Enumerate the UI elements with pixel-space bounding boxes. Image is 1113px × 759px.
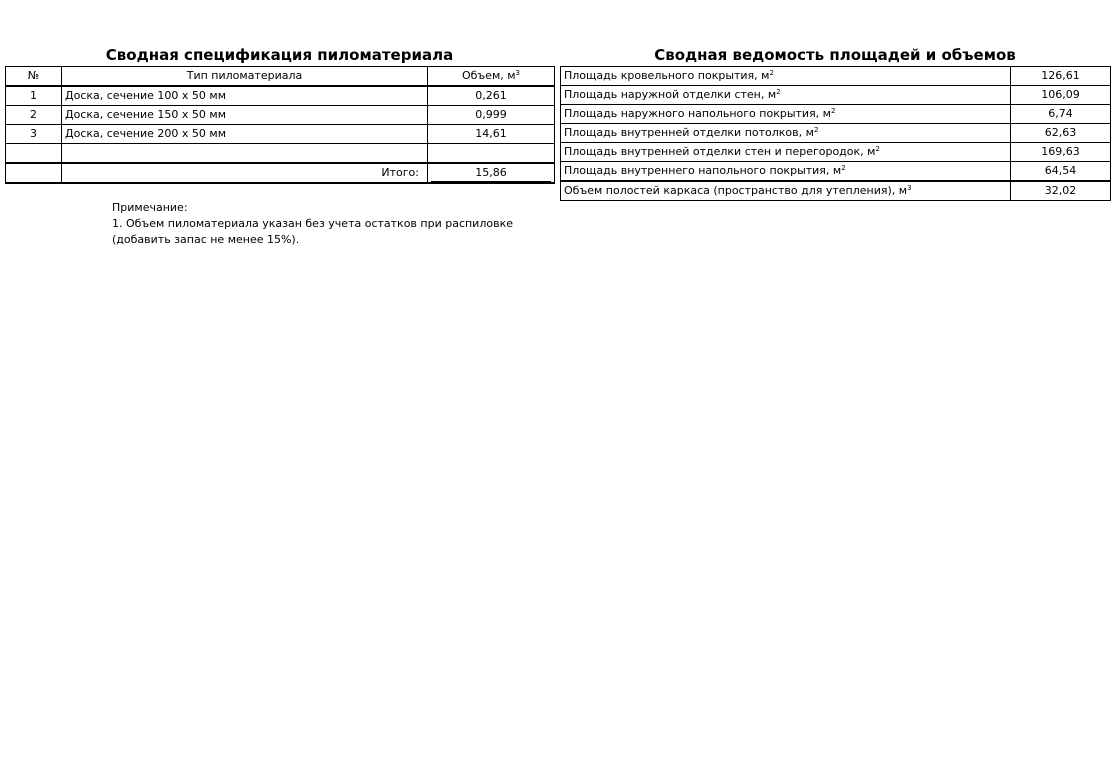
area-value: 106,09 [1011,86,1111,105]
total-label: Итого: [62,163,428,183]
area-value: 126,61 [1011,67,1111,86]
area-value: 6,74 [1011,105,1111,124]
row-num: 3 [6,125,62,144]
area-label: Площадь кровельного покрытия, $м^2$ [561,67,1011,86]
row-type: Доска, сечение 100 х 50 мм [62,86,428,106]
area-label: Площадь наружного напольного покрытия, $м^2$ [561,105,1011,124]
empty-cell [6,163,62,183]
row-volume: 0,261 [428,86,555,106]
header-num: № [6,67,62,87]
table-row [561,86,1111,105]
table-row [6,106,555,125]
area-label: Площадь внутренней отделки потолков, $м^2$ [561,124,1011,143]
empty-cell [62,144,428,164]
area-value: 64,54 [1011,162,1111,182]
lumber-spec-title: Сводная спецификация пиломатериала [105,46,454,64]
notes-heading: Примечание: [112,201,188,214]
row-volume: 14,61 [428,125,555,144]
table-header-row [6,67,555,87]
row-volume: 0,999 [428,106,555,125]
table-row [6,125,555,144]
area-label: Объем полостей каркаса (пространство для утепления), $м^3$ [561,181,1011,201]
table-row [561,143,1111,162]
table-row [561,162,1111,182]
empty-cell [6,144,62,164]
table-row [6,86,555,106]
area-value: 32,02 [1011,181,1111,201]
area-value: 62,63 [1011,124,1111,143]
table-total-row [6,163,555,183]
row-num: 2 [6,106,62,125]
header-type: Тип пиломатериала [62,67,428,87]
areas-statement-title: Сводная ведомость площадей и объемов [654,46,1016,64]
lumber-spec-table [5,66,555,184]
row-num: 1 [6,86,62,106]
total-value: 15,86 [428,163,555,183]
area-label: Площадь наружной отделки стен, $м^2$ [561,86,1011,105]
areas-statement-table [560,66,1111,201]
area-label: Площадь внутренней отделки стен и перегородок, $м^2$ [561,143,1011,162]
table-row [561,181,1111,201]
notes-line: 1. Объем пиломатериала указан без учета остатков при распиловке [112,217,513,230]
row-type: Доска, сечение 150 х 50 мм [62,106,428,125]
header-volume: Объем, $м^3$ [428,67,555,87]
table-row [561,105,1111,124]
row-type: Доска, сечение 200 х 50 мм [62,125,428,144]
table-row [561,67,1111,86]
empty-cell [428,144,555,164]
area-label: Площадь внутреннего напольного покрытия, $м^2$ [561,162,1011,182]
table-row [561,124,1111,143]
notes-line: (добавить запас не менее 15%). [112,233,300,246]
notes-block [112,200,513,248]
table-row-empty [6,144,555,164]
area-value: 169,63 [1011,143,1111,162]
